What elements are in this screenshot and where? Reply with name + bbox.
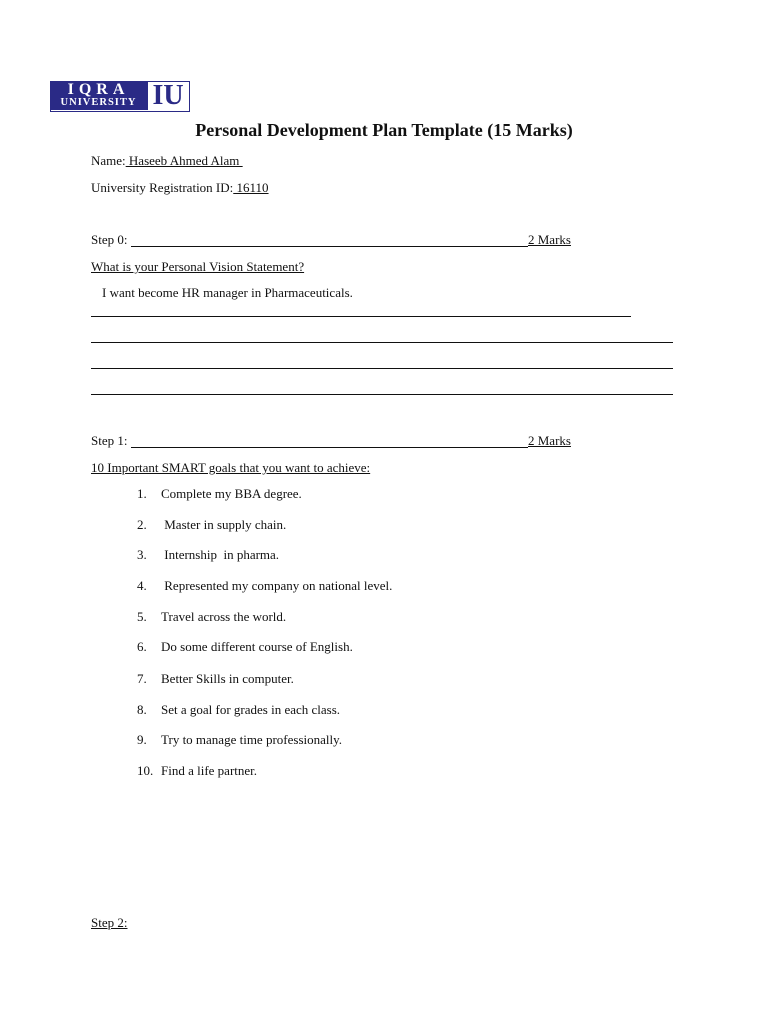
answer-line-4: [91, 394, 673, 395]
logo-monogram: IU: [146, 82, 188, 110]
goal-text: Travel across the world.: [161, 609, 287, 624]
step1-question: 10 Important SMART goals that you want to achieve:: [91, 460, 371, 475]
name-value: Haseeb Ahmed Alam: [125, 153, 243, 168]
step1-marks: 2 Marks: [528, 433, 571, 448]
name-label: Name:: [91, 153, 126, 168]
vision-answer: I want become HR manager in Pharmaceuticals.: [102, 285, 353, 300]
goal-text: Represented my company on national level.: [161, 578, 393, 593]
university-logo: [50, 81, 190, 112]
registration-value: 16110: [233, 180, 269, 195]
goal-number: 7.: [137, 671, 147, 686]
answer-line-3: [91, 368, 673, 369]
goal-number: 2.: [137, 517, 147, 532]
step0-question: What is your Personal Vision Statement?: [91, 259, 305, 274]
goal-text: Set a goal for grades in each class.: [161, 702, 341, 717]
goal-number: 10.: [137, 763, 154, 778]
name-line: [91, 153, 243, 169]
goal-text: Master in supply chain.: [161, 517, 287, 532]
goal-text: Internship in pharma.: [161, 547, 280, 562]
step0-label: Step 0:: [91, 232, 128, 247]
goal-text: Find a life partner.: [161, 763, 258, 778]
goal-number: 4.: [137, 578, 147, 593]
logo-bottom-text: UNIVERSITY: [60, 97, 137, 108]
goal-text: Do some different course of English.: [161, 639, 353, 654]
goal-text: Better Skills in computer.: [161, 671, 294, 686]
step1-label: Step 1:: [91, 433, 128, 448]
step1-underline: [131, 447, 528, 448]
registration-label: University Registration ID:: [91, 180, 234, 195]
goal-number: 9.: [137, 732, 147, 747]
logo-top-text: IQRA: [67, 81, 130, 98]
answer-line-2: [91, 342, 673, 343]
goal-number: 8.: [137, 702, 147, 717]
goal-text: Complete my BBA degree.: [161, 486, 302, 501]
step0-marks: 2 Marks: [528, 232, 571, 247]
logo-wordmark: [51, 82, 146, 110]
answer-line-1: [91, 316, 631, 317]
goal-number: 6.: [137, 639, 147, 654]
page-title: Personal Development Plan Template (15 Marks): [195, 120, 573, 140]
step2-label: Step 2:: [91, 915, 128, 930]
goal-number: 3.: [137, 547, 147, 562]
goal-number: 5.: [137, 609, 147, 624]
goal-number: 1.: [137, 486, 147, 501]
registration-line: [91, 180, 269, 196]
step0-underline: [131, 246, 528, 247]
goal-text: Try to manage time professionally.: [161, 732, 343, 747]
